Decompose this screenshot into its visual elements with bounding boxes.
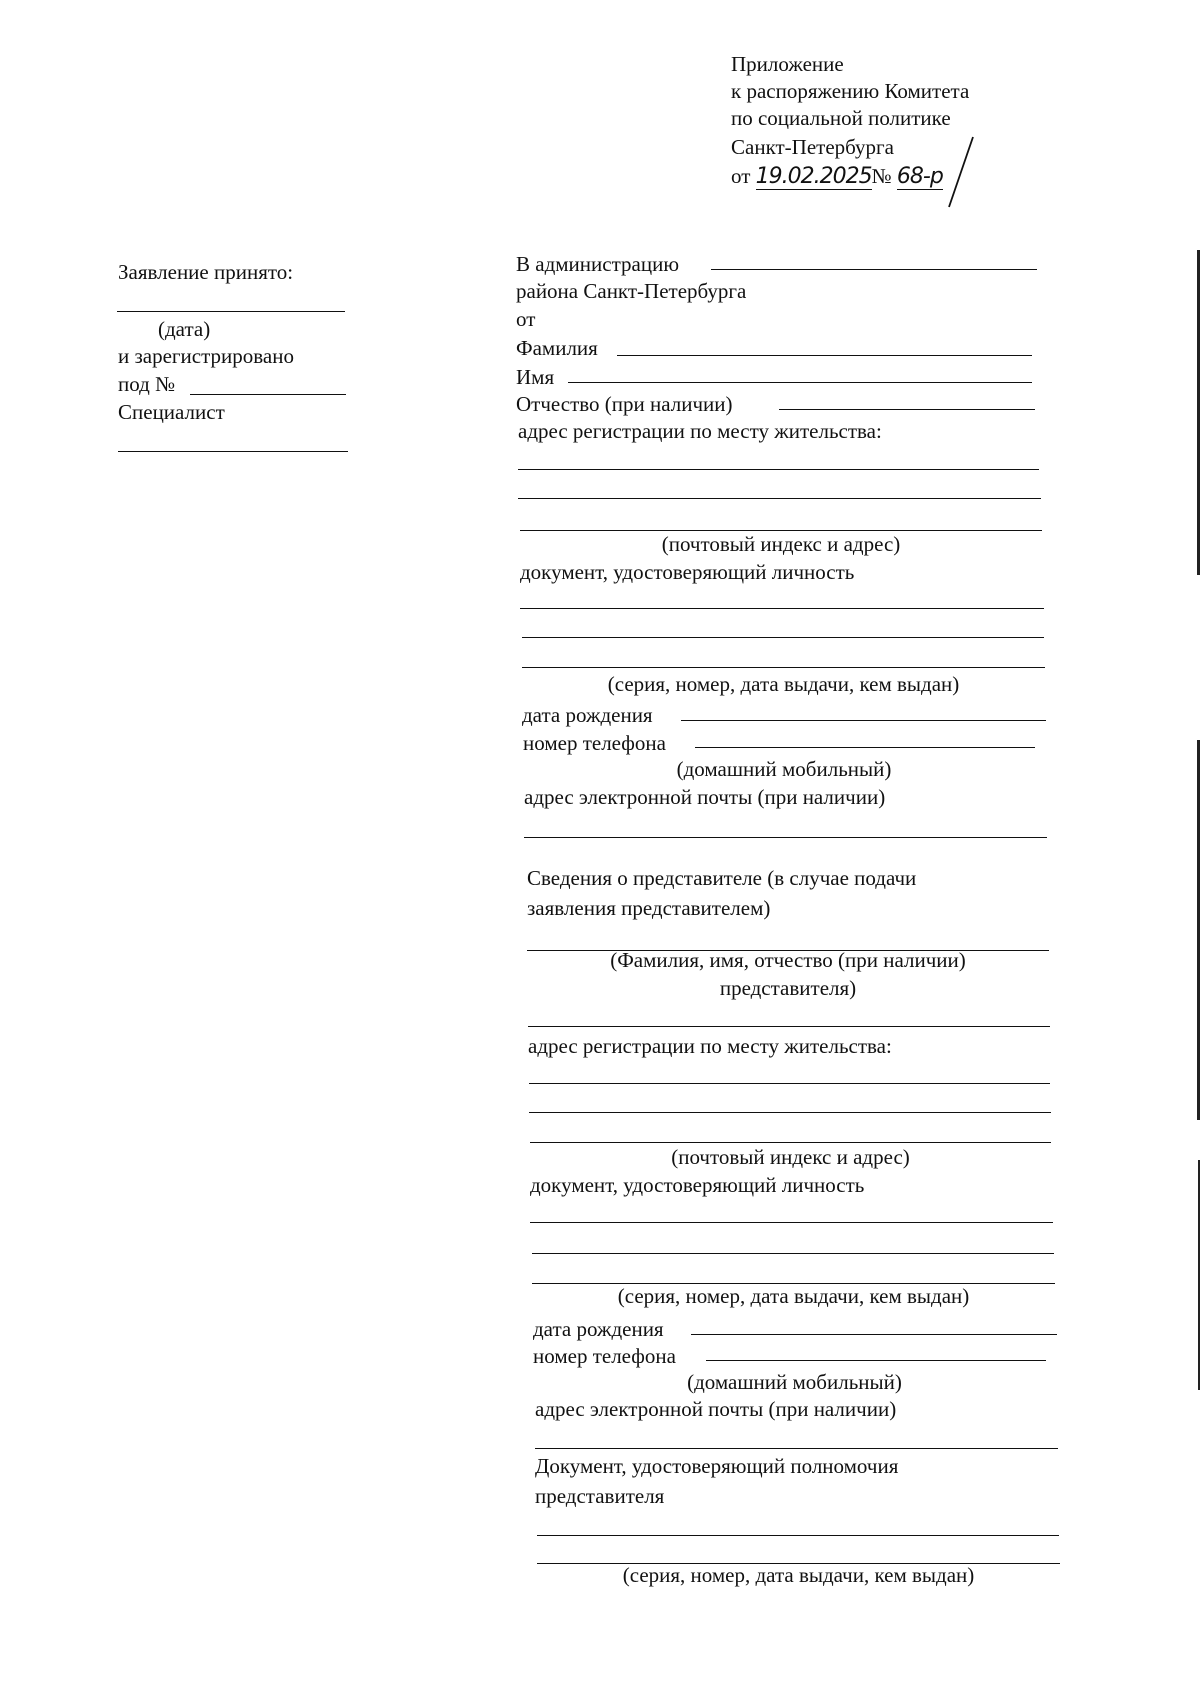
patronymic-label: Отчество (при наличии) — [516, 392, 733, 416]
representative-id-document-line-1[interactable] — [530, 1222, 1053, 1223]
representative-fio-field-2[interactable] — [528, 1026, 1050, 1027]
id-document-label: документ, удостоверяющий личность — [520, 560, 855, 584]
representative-id-document-label: документ, удостоверяющий личность — [530, 1173, 865, 1197]
address-label: адрес регистрации по месту жительства: — [518, 419, 882, 443]
to-administration-label: В администрацию — [516, 252, 680, 276]
representative-address-label: адрес регистрации по месту жительства: — [528, 1034, 892, 1058]
accepted-label: Заявление принято: — [118, 260, 294, 284]
authority-document-caption: (серия, номер, дата выдачи, кем выдан) — [622, 1563, 975, 1587]
header-line-4: Санкт-Петербурга — [731, 135, 894, 159]
number-prefix: № — [871, 164, 892, 188]
specialist-line[interactable] — [118, 451, 348, 452]
representative-phone-field[interactable] — [706, 1360, 1046, 1361]
surname-label: Фамилия — [516, 336, 598, 360]
from-label: от — [516, 307, 536, 331]
representative-birth-date-field[interactable] — [691, 1334, 1057, 1335]
surname-field[interactable] — [617, 355, 1032, 356]
registration-number-line[interactable] — [190, 394, 346, 395]
header-line-1: Приложение — [731, 52, 844, 76]
phone-caption: (домашний мобильный) — [676, 757, 892, 781]
address-line-3[interactable] — [520, 530, 1042, 531]
authority-document-label-2: представителя — [535, 1484, 665, 1508]
date-prefix: от — [731, 164, 751, 188]
header-line-3: по социальной политике — [731, 106, 951, 130]
authority-document-line-1[interactable] — [537, 1535, 1059, 1536]
pen-stroke-mark — [945, 135, 975, 210]
address-line-2[interactable] — [518, 498, 1041, 499]
representative-id-document-line-2[interactable] — [532, 1253, 1054, 1254]
representative-phone-label: номер телефона — [533, 1344, 676, 1368]
birth-date-label: дата рождения — [522, 703, 653, 727]
id-document-line-2[interactable] — [522, 637, 1044, 638]
id-document-line-1[interactable] — [520, 608, 1044, 609]
handwritten-number: 68-р — [896, 164, 943, 189]
district-label: района Санкт-Петербурга — [516, 279, 747, 303]
header-date-row — [731, 164, 943, 189]
representative-address-line-3[interactable] — [530, 1142, 1051, 1143]
representative-email-label: адрес электронной почты (при наличии) — [535, 1397, 897, 1421]
phone-field[interactable] — [695, 747, 1035, 748]
representative-email-field[interactable] — [535, 1448, 1058, 1449]
address-caption: (почтовый индекс и адрес) — [661, 532, 901, 556]
handwritten-date: 19.02.2025 — [755, 164, 872, 189]
name-field[interactable] — [568, 382, 1032, 383]
representative-intro-line-1: Сведения о представителе (в случае подачи — [527, 866, 917, 890]
date-caption: (дата) — [158, 317, 211, 341]
id-document-caption: (серия, номер, дата выдачи, кем выдан) — [607, 672, 960, 696]
address-line-1[interactable] — [518, 469, 1039, 470]
email-label: адрес электронной почты (при наличии) — [524, 785, 886, 809]
representative-fio-caption-2: представителя) — [719, 976, 857, 1000]
id-document-line-3[interactable] — [522, 667, 1045, 668]
header-line-2: к распоряжению Комитета — [731, 79, 970, 103]
representative-phone-caption: (домашний мобильный) — [687, 1370, 902, 1394]
accepted-date-line[interactable] — [117, 311, 345, 312]
representative-address-line-2[interactable] — [529, 1112, 1051, 1113]
under-number-label: под № — [118, 372, 176, 396]
email-field[interactable] — [524, 837, 1047, 838]
representative-address-caption: (почтовый индекс и адрес) — [671, 1145, 910, 1169]
birth-date-field[interactable] — [681, 720, 1046, 721]
representative-id-document-caption: (серия, номер, дата выдачи, кем выдан) — [617, 1284, 970, 1308]
representative-address-line-1[interactable] — [529, 1083, 1050, 1084]
specialist-label: Специалист — [118, 400, 225, 424]
representative-birth-date-label: дата рождения — [533, 1317, 664, 1341]
registered-label: и зарегистрировано — [118, 344, 294, 368]
phone-label: номер телефона — [523, 731, 666, 755]
representative-intro-line-2: заявления представителем) — [527, 896, 771, 920]
administration-field[interactable] — [711, 269, 1037, 270]
name-label: Имя — [516, 365, 555, 389]
patronymic-field[interactable] — [779, 409, 1035, 410]
authority-document-label-1: Документ, удостоверяющий полномочия — [535, 1454, 899, 1478]
representative-fio-caption-1: (Фамилия, имя, отчество (при наличии) — [610, 948, 966, 972]
